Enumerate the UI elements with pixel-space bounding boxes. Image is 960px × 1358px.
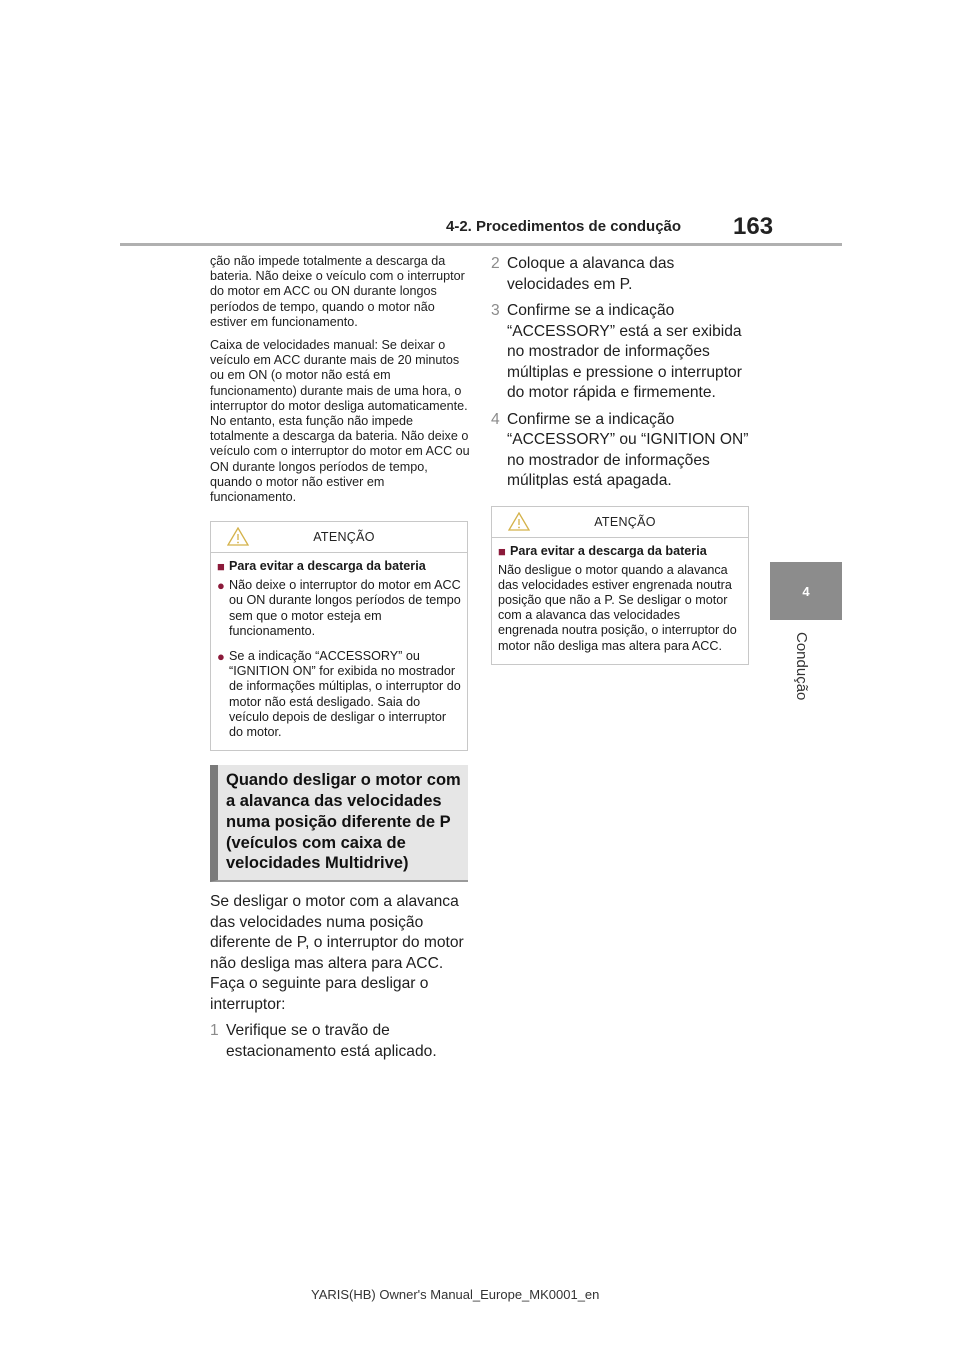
left-column [210, 254, 470, 1068]
chapter-tab[interactable] [770, 562, 842, 620]
step-number: 3 [491, 302, 500, 319]
circle-bullet-icon: ● [217, 578, 225, 594]
warning-box [210, 521, 468, 751]
step-text: Verifique se o travão de estacionamento está aplicado. [226, 1022, 437, 1060]
warning-header [211, 522, 467, 553]
step-item [491, 410, 751, 492]
step-text: Confirme se a indicação “ACCESSORY” ou “IGNITION ON” no mostrador de informações múlitplas está apagada. [507, 410, 749, 489]
square-bullet-icon: ■ [498, 543, 506, 559]
paragraph: Se desligar o motor com a alavanca das velocidades numa posição diferente de P, o interruptor do motor não desliga mas altera para ACC. Faça o seguinte para desligar o interruptor: [210, 893, 464, 1013]
chapter-tab-label: Condução [793, 632, 810, 701]
paragraph: Caixa de velocidades manual: Se deixar o veículo em ACC durante mais de 20 minutos ou em ON (o motor não está em funcionamento) durante mais de uma hora, o interruptor do motor desliga automaticamente. No entanto, esta função não impede totalmente a descarga da bateria. Não deixe o veículo com o interruptor do motor em ACC ou ON durante longos períodos de tempo, quando o motor não estiver em funcionamento. [210, 338, 470, 505]
step-number: 4 [491, 410, 500, 428]
chapter-tab-number: 4 [802, 583, 810, 599]
section-title: 4-2. Procedimentos de condução [446, 218, 682, 235]
paragraph: ção não impede totalmente a descarga da bateria. Não deixe o veículo com o interruptor do motor em ACC ou ON durante longos períodos de tempo, quando o motor não estiver em funcionamento. [210, 254, 465, 329]
list-item-text: Não deixe o interruptor do motor em ACC ou ON durante longos períodos de tempo sem que o motor esteja em funcionamento. [229, 578, 461, 638]
warning-triangle-icon [227, 527, 249, 546]
step-number: 2 [491, 255, 500, 272]
step-item [210, 1021, 470, 1062]
list-item [217, 578, 461, 639]
warning-triangle-icon [508, 512, 530, 531]
section-heading: Quando desligar o motor com a alavanca das velocidades numa posição diferente de P (veículos com caixa de velocidades Multidrive) [210, 765, 468, 882]
circle-bullet-icon: ● [217, 649, 225, 665]
right-column [491, 254, 751, 665]
list-item-text: Se a indicação “ACCESSORY” ou “IGNITION ON” for exibida no mostrador de informações múltiplas, o interruptor do motor não está desligado. Saia do veículo depois de desligar o interruptor do motor. [229, 649, 461, 740]
warning-title [498, 544, 742, 559]
step-number: 1 [210, 1022, 219, 1040]
warning-label: ATENÇÃO [594, 514, 656, 529]
warning-text: Não desligue o motor quando a alavanca das velocidades estiver engrenada noutra posição que não a P. Se desligar o motor com a alavanca das velocidades engrenada noutra posição, o interruptor do motor não desliga mas altera para ACC. [498, 562, 737, 653]
step-item [491, 254, 751, 295]
page-number: 163 [733, 213, 774, 240]
warning-header [492, 507, 748, 538]
warning-title-text: Para evitar a descarga da bateria [229, 559, 426, 574]
warning-label: ATENÇÃO [313, 530, 375, 545]
step-text: Coloque a alavanca das velocidades em P. [507, 255, 675, 293]
warning-title-text: Para evitar a descarga da bateria [510, 543, 707, 558]
footer-text: YARIS(HB) Owner's Manual_Europe_MK0001_en [311, 1287, 600, 1302]
step-text: Confirme se a indicação “ACCESSORY” está a ser exibida no mostrador de informações múltiplas e pressione o interruptor do motor rápida e firmemente. [507, 302, 742, 401]
header-rule [120, 243, 842, 246]
step-item [491, 301, 751, 404]
square-bullet-icon: ■ [217, 559, 225, 575]
list-item [217, 649, 461, 740]
warning-box [491, 506, 749, 665]
warning-title [217, 559, 461, 574]
